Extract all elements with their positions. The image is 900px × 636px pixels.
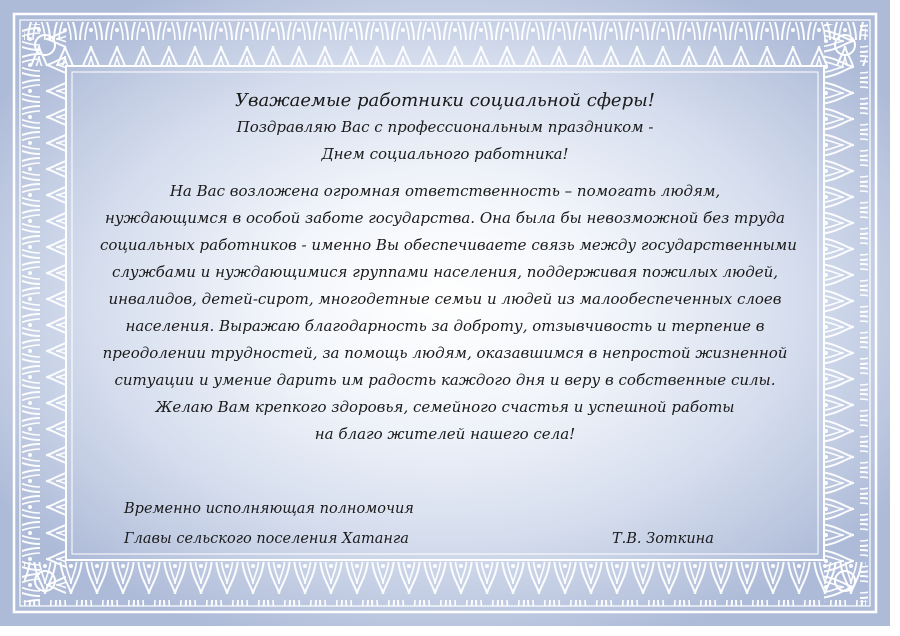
body-line: службами и нуждающимися группами населения, поддерживая пожилых людей,: [111, 263, 779, 281]
body-line: ситуации и умение дарить им радость каждого дня и веру в собственные силы.: [114, 371, 776, 389]
signer-name: Т.В. Зоткина: [612, 531, 714, 547]
body-line: на благо жителей нашего села!: [314, 425, 576, 443]
letter-title: Уважаемые работники социальной сферы!: [235, 90, 655, 111]
body-line: инвалидов, детей-сирот, многодетные семьи и людей из малообеспеченных слоев: [108, 290, 782, 308]
letter-text: [100, 88, 797, 448]
body-line: Желаю Вам крепкого здоровья, семейного счастья и успешной работы: [155, 398, 735, 416]
letter-body: [100, 178, 797, 448]
body-line: нуждающимся в особой заботе государства. Она была бы невозможной без труда: [104, 209, 786, 227]
signer-position: Главы сельского поселения Хатанга: [124, 531, 409, 547]
greeting-line: Днем социального работника!: [321, 145, 569, 163]
body-line: преодолении трудностей, за помощь людям, оказавшимся в непростой жизненной: [102, 344, 788, 362]
signature-block: [124, 494, 724, 554]
greeting-line: Поздравляю Вас с профессиональным праздником -: [236, 118, 654, 136]
signer-position: Временно исполняющая полномочия: [124, 501, 414, 517]
body-line: населения. Выражаю благодарность за доброту, отзывчивость и терпение в: [125, 317, 765, 335]
body-line: На Вас возложена огромная ответственность – помогать людям,: [169, 182, 721, 200]
body-line: социальных работников - именно Вы обеспечиваете связь между государственными: [100, 236, 797, 254]
